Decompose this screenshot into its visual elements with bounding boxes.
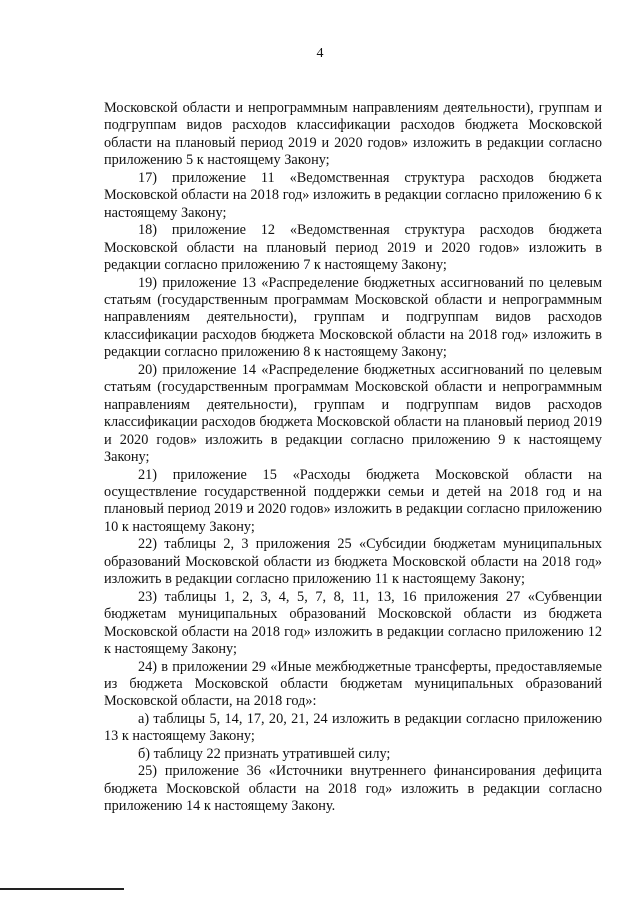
paragraph-item-24: 24) в приложении 29 «Иные межбюджетные трансферты, предоставляемые из бюджета Московской области бюджетам муниципальных образований Московской области, на 2018 год»: bbox=[104, 658, 602, 710]
footer-rule bbox=[0, 888, 124, 890]
page-number: 4 bbox=[316, 46, 324, 61]
paragraph-subitem-b: б) таблицу 22 признать утратившей силу; bbox=[138, 745, 391, 762]
paragraph-item-21: 21) приложение 15 «Расходы бюджета Московской области на осуществление государственной поддержки семьи и детей на 2018 год и на плановый период 2019 и 2020 годов» изложить в редакции согласно приложению 10 к настоящему Закону; bbox=[104, 466, 602, 535]
document-body bbox=[104, 100, 602, 816]
paragraph-item-18: 18) приложение 12 «Ведомственная структура расходов бюджета Московской области на плановый период 2019 и 2020 годов» изложить в редакции согласно приложению 7 к настоящему Закону; bbox=[104, 222, 602, 274]
paragraph-item-17: 17) приложение 11 «Ведомственная структура расходов бюджета Московской области на 2018 год» изложить в редакции согласно приложению 6 к настоящему Закону; bbox=[104, 169, 602, 221]
paragraph-item-25: 25) приложение 36 «Источники внутреннего финансирования дефицита бюджета Московской области на 2018 год» изложить в редакции согласно приложению 14 к настоящему Закону. bbox=[104, 763, 602, 815]
paragraph-item-19: 19) приложение 13 «Распределение бюджетных ассигнований по целевым статьям (государственным программам Московской области и непрограммным направлениям деятельности), группам и подгруппам видов расходов классификации расходов бюджета Московской области на 2018 год» изложить в редакции согласно приложению 8 к настоящему Закону; bbox=[104, 274, 602, 361]
paragraph-item-23: 23) таблицы 1, 2, 3, 4, 5, 7, 8, 11, 13, 16 приложения 27 «Субвенции бюджетам муниципальных образований Московской области из бюджета Московской области на 2018 год» изложить в редакции согласно приложению 12 к настоящему Закону; bbox=[104, 588, 602, 658]
paragraph-subitem-a: а) таблицы 5, 14, 17, 20, 21, 24 изложить в редакции согласно приложению 13 к настоящему Закону; bbox=[104, 710, 602, 745]
paragraph-item-22: 22) таблицы 2, 3 приложения 25 «Субсидии бюджетам муниципальных образований Московской области из бюджета Московской области на 2018 год» изложить в редакции согласно приложению 11 к настоящему Закону; bbox=[104, 536, 602, 588]
paragraph-continuation: Московской области и непрограммным направлениям деятельности), группам и подгруппам видов расходов классификации расходов бюджета Московской области на плановый период 2019 и 2020 годов» изложить в редакции согласно приложению 5 к настоящему Закону; bbox=[104, 100, 602, 169]
paragraph-item-20: 20) приложение 14 «Распределение бюджетных ассигнований по целевым статьям (государственным программам Московской области и непрограммным направлениям деятельности), группам и подгруппам видов расходов классификации расходов бюджета Московской области на плановый период 2019 и 2020 годов» изложить в редакции согласно приложению 9 к настоящему Закону; bbox=[104, 361, 602, 466]
